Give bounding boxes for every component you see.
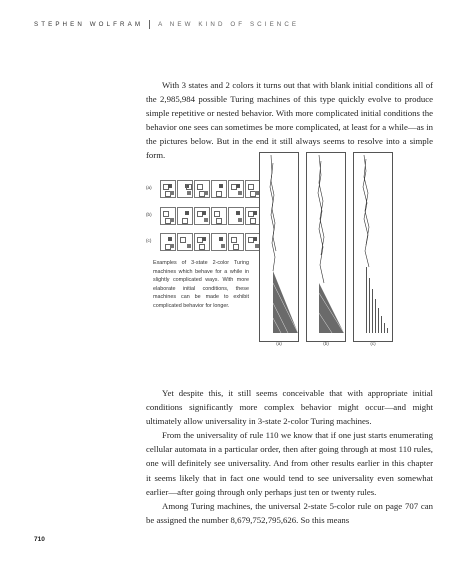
rule-cell-icon (228, 233, 244, 251)
rule-cell-icon (194, 180, 210, 198)
rule-cell-icon (228, 207, 244, 225)
header-book-title: A NEW KIND OF SCIENCE (158, 21, 300, 29)
panel-label-b: (b) (323, 341, 329, 346)
rule-label: (b) (146, 212, 152, 217)
rule-cell-icon (211, 207, 227, 225)
evolution-pattern-c (354, 153, 393, 342)
rule-cell-icon (160, 207, 176, 225)
paragraph: Yet despite this, it still seems conceivable that with appropriate initial conditions significantly more complex behavior might occur—and might ultimately allow universality in 3-state 2-color Turing machines. (146, 388, 433, 427)
running-header (34, 20, 299, 29)
paragraph: With 3 states and 2 colors it turns out that with blank initial conditions all of the 2,985,984 possible Turing machines of this type quickly evolve to produce simple repetitive or nested behavior. With more complicated initial conditions the behavior one sees can sometimes be more complicated, at least for a while—as in the pictures below. But in the end it still always seems to resolve into a simple form. (146, 80, 433, 161)
rule-cell-icon (194, 233, 210, 251)
rule-cell-icon (211, 180, 227, 198)
rule-label: (c) (146, 238, 152, 243)
rule-cell-icon (177, 207, 193, 225)
rule-cell-icon (177, 180, 193, 198)
evolution-panel-b (306, 152, 346, 342)
panel-label-c: (c) (370, 341, 376, 346)
body-text-bottom (146, 386, 433, 527)
paragraph: Among Turing machines, the universal 2-state 5-color rule on page 707 can be assigned the number 8,679,752,795,626. So this means (146, 500, 433, 525)
evolution-pattern-b (307, 153, 346, 342)
header-author: STEPHEN WOLFRAM (34, 21, 144, 29)
rule-cell-icon (211, 233, 227, 251)
rule-cell-icon (160, 233, 176, 251)
evolution-panel-c (353, 152, 393, 342)
rule-cell-icon (177, 233, 193, 251)
rule-icons (160, 233, 261, 251)
rule-cell-icon (228, 180, 244, 198)
panel-label-a: (a) (276, 341, 282, 346)
rule-label: (a) (146, 185, 152, 190)
page-number: 710 (34, 536, 45, 543)
header-divider (149, 20, 150, 29)
rule-icons (160, 180, 261, 198)
rule-cell-icon (160, 180, 176, 198)
evolution-pattern-a (260, 153, 299, 342)
evolution-panel-a (259, 152, 299, 342)
rule-cell-icon (194, 207, 210, 225)
figure-caption: Examples of 3-state 2-color Turing machines which behave for a while in slightly complicated ways. With more elaborate initial conditions, these machines can be made to exhibit complicated behavior for longer. (153, 260, 249, 309)
rule-icons (160, 207, 261, 225)
body-text-top (146, 78, 433, 163)
paragraph: From the universality of rule 110 we know that if one just starts enumerating cellular automata in a particular order, then after going through at most 110 rules, one will definitely see universality. And from other results earlier in this chapter it seems likely that in fact one would tend to see universality even somewhat earlier—after going through only perhaps just ten or twenty rules. (146, 430, 433, 497)
